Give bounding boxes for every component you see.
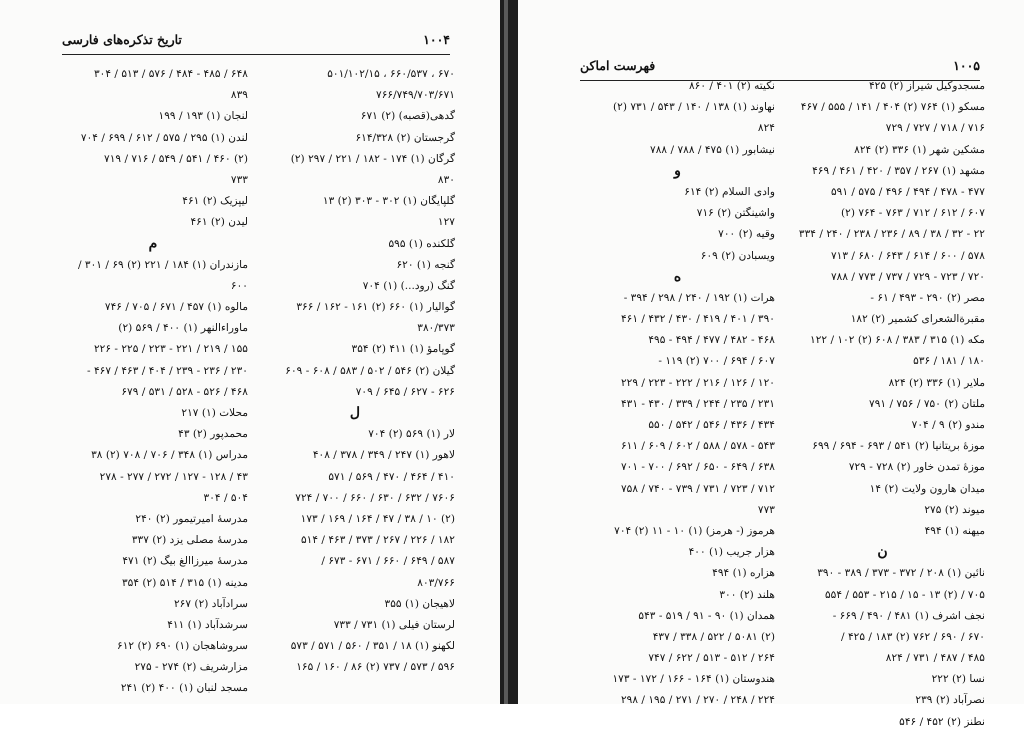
entry-continuation: ۳۹۰ / ۴۰۱ / ۴۱۹ / ۴۳۰ / ۴۳۲ / ۴۶۱ xyxy=(620,313,775,326)
index-entry: نکیته (۲) ۴۰۱ / ۸۶۰ xyxy=(688,80,775,92)
index-entry: مدرسهٔ میرزاالغ بیگ (۲) ۴۷۱ xyxy=(122,555,248,568)
section-letter: ه xyxy=(673,268,682,285)
entry-continuation: ۷۲۰ / ۷۲۳ - ۷۲۹ / ۷۳۷ / ۷۷۳ / ۷۸۸ xyxy=(830,270,985,283)
index-entry: ویسبادن (۲) ۶۰۹ xyxy=(700,249,775,262)
index-entry: مزارشریف (۲) ۲۷۴ - ۲۷۵ xyxy=(134,661,248,674)
page-title: تاریخ تذکره‌های فارسی xyxy=(62,32,182,47)
entry-continuation: ۶۳۸ / ۶۴۹ - ۶۵۰ / ۶۹۲ / ۷۰۰ - ۷۰۱ xyxy=(620,461,775,474)
index-entry: ملتان (۲) ۷۵۰ / ۷۵۶ / ۷۹۱ xyxy=(869,397,985,410)
entry-continuation: ۱۸۰ / ۱۸۱ / ۵۳۶ xyxy=(913,355,985,368)
page-number: ۱۰۰۵ xyxy=(953,58,980,73)
index-entry: نائین (۱) ۲۰۸ / ۳۷۲ - ۳۷۳ / ۳۸۹ - ۳۹۰ xyxy=(817,567,985,580)
entry-continuation: ۵۹۶ / ۵۷۳ / ۷۳۷ (۲) ۸۶ / ۱۶۰ / ۱۶۵ xyxy=(296,661,455,674)
index-entry: مسجدوکیل شیراز (۲) ۴۲۵ xyxy=(868,80,985,92)
entry-continuation: ۴۱۰ / ۴۶۴ / ۴۷۰ / ۵۶۹ / ۵۷۱ xyxy=(328,470,455,483)
index-entry: میدان هارون ولایت (۲) ۱۴ xyxy=(869,482,985,495)
index-entry: مدراس (۱) ۳۴۸ / ۷۰۶ / ۷۰۸ (۲) ۳۸ xyxy=(91,449,248,462)
index-entry: هرات (۱) ۱۹۲ / ۲۴۰ / ۲۹۸ / ۳۹۴ - xyxy=(623,291,775,304)
index-entry: سروشاهجان (۱) ۶۹۰ (۲) ۶۱۲ xyxy=(117,640,248,653)
entry-continuation: ۲۲ - ۳۲ / ۳۸ / ۸۹ / ۲۳۶ / ۲۳۸ / ۲۴۰ / ۳۳۴ xyxy=(798,228,985,241)
entry-continuation: ۴۷۷ - ۴۷۸ / ۴۹۴ / ۴۹۶ / ۵۷۵ / ۵۹۱ xyxy=(830,185,985,198)
index-column-left xyxy=(58,64,248,700)
index-entry: لار (۱) ۵۶۹ (۲) ۷۰۴ xyxy=(368,428,455,441)
index-entry: وادی السلام (۲) ۶۱۴ xyxy=(684,185,775,198)
index-entry: گلکنده (۱) ۵۹۵ xyxy=(388,237,455,250)
entry-continuation: ۷۶۶/۷۴۹/۷۰۳/۶۷۱ xyxy=(376,89,455,102)
entry-continuation: ۷۷۳ xyxy=(757,503,775,516)
index-entry: گنگ (رود...) (۱) ۷۰۴ xyxy=(362,279,455,292)
index-entry: مشکین شهر (۱) ۳۳۶ (۲) ۸۲۴ xyxy=(854,143,985,156)
index-entry: مسجد لنبان (۱) ۴۰۰ (۲) ۲۴۱ xyxy=(120,682,248,695)
index-entry: مدرسهٔ مصلی یزد (۲) ۳۳۷ xyxy=(131,534,248,547)
index-entry: لندن (۱) ۲۹۵ / ۵۷۵ / ۶۱۲ / ۶۹۹ / ۷۰۴ xyxy=(80,131,248,144)
index-entry: مقبرةالشعرای کشمیر (۲) ۱۸۲ xyxy=(850,313,985,326)
index-entry: هزار جریب (۱) ۴۰۰ xyxy=(688,546,775,559)
page-header xyxy=(580,58,980,73)
left-page xyxy=(0,0,500,704)
index-entry: لیدن (۲) ۴۶۱ xyxy=(190,216,248,229)
index-entry: مکه (۱) ۳۱۵ / ۳۸۳ / ۶۰۸ (۲) ۱۰۲ / ۱۲۲ xyxy=(810,334,985,347)
entry-continuation: ۲۶۴ / ۵۱۲ - ۵۱۳ / ۶۲۲ / ۷۴۷ xyxy=(648,652,775,665)
index-column-right xyxy=(255,64,455,678)
entry-continuation: ۷۱۲ / ۷۲۳ / ۷۳۱ / ۷۳۹ - ۷۴۰ / ۷۵۸ xyxy=(620,482,775,495)
entry-continuation: ۶۰۰ xyxy=(230,279,248,292)
entry-continuation: (۲) ۴۶۰ / ۵۴۱ / ۵۴۹ / ۷۱۶ / ۷۱۹ xyxy=(104,152,248,165)
index-entry: لرستان فیلی (۱) ۷۳۱ / ۷۳۳ xyxy=(333,618,455,631)
index-entry: نطنز (۲) ۴۵۲ / ۵۴۶ xyxy=(899,715,985,728)
index-entry: مدرسهٔ امیرتیمور (۲) ۲۴۰ xyxy=(135,512,248,525)
index-entry: هرموز (- هرمز) (۱) ۱۰ - ۱۱ (۲) ۷۰۴ xyxy=(614,524,775,537)
index-entry: میهنه (۱) ۴۹۴ xyxy=(924,524,985,537)
entry-continuation: ۴۶۸ - ۴۸۲ / ۴۷۷ / ۴۹۴ - ۴۹۵ xyxy=(648,334,775,347)
entry-continuation: ۱۲۷ xyxy=(437,216,455,229)
index-entry: نصرآباد (۲) ۲۳۹ xyxy=(915,694,985,707)
index-entry: سرشدآباد (۱) ۴۱۱ xyxy=(167,618,248,631)
index-entry: مسکو (۱) ۷۶۴ (۲) ۴۰۴ / ۱۴۱ / ۵۵۵ / ۴۶۷ xyxy=(800,101,985,114)
index-entry: نسا (۲) ۲۲۲ xyxy=(931,673,985,686)
entry-continuation: ۴۶۸ / ۵۲۶ - ۵۲۸ / ۵۳۱ / ۶۷۹ xyxy=(121,385,248,398)
entry-continuation: ۴۸۵ / ۴۸۷ / ۷۳۱ / ۸۲۴ xyxy=(885,652,985,665)
entry-continuation: ۸۲۴ xyxy=(757,122,775,135)
entry-continuation: ۸۰۳/۷۶۶ xyxy=(417,576,455,589)
index-entry: مصر (۲) ۲۹۰ - ۴۹۳ / ۶۱ - xyxy=(870,291,985,304)
index-entry: مدینه (۱) ۳۱۵ / ۵۱۴ (۲) ۳۵۴ xyxy=(121,576,248,589)
entry-continuation: ۶۰۷ / ۶۹۴ / ۷۰۰ (۲) ۱۱۹ - xyxy=(658,355,775,368)
index-entry: نجف اشرف (۱) ۴۸۱ / ۴۹۰ / ۶۶۹ - xyxy=(832,609,985,622)
entry-continuation: ۵۸۷ / ۶۴۹ / ۶۶۰ / ۶۷۱ - ۶۷۳ / xyxy=(321,555,455,568)
index-entry: گرجستان (۲) ۶۱۴/۳۲۸ xyxy=(355,131,455,144)
index-entry: مشهد (۱) ۲۶۷ / ۳۵۷ / ۴۲۰ / ۴۶۱ / ۴۶۹ xyxy=(812,164,985,177)
entry-continuation: (۲) ۱۰ / ۳۸ / ۴۷ / ۱۶۴ / ۱۶۹ / ۱۷۳ xyxy=(300,512,455,525)
index-entry: لاهور (۱) ۲۴۷ / ۳۴۹ / ۳۷۸ / ۴۰۸ xyxy=(312,449,455,462)
index-entry: مندو (۲) ۹ / ۷۰۴ xyxy=(911,419,985,431)
index-entry: میوند (۲) ۲۷۵ xyxy=(924,503,985,516)
index-entry: گوپامؤ (۱) ۴۱۱ (۲) ۳۵۴ xyxy=(351,343,455,356)
book-spine xyxy=(500,0,518,704)
entry-continuation: ۷۶۰۶ / ۶۳۲ / ۶۳۰ / ۶۶۰ / ۷۰۰ / ۷۲۴ xyxy=(295,491,455,504)
index-entry: محمدپور (۲) ۴۳ xyxy=(178,428,248,441)
index-entry: سرادآباد (۲) ۲۶۷ xyxy=(173,597,248,610)
index-entry: هزاره (۱) ۴۹۴ xyxy=(712,567,775,580)
entry-continuation: ۶۰۷ / ۶۱۲ / ۷۱۲ / ۷۶۳ - ۷۶۴ (۲) xyxy=(840,207,985,220)
entry-continuation: ۵۴۳ - ۵۷۸ / ۵۸۸ / ۶۰۲ / ۶۰۹ / ۶۱۱ xyxy=(620,440,775,453)
entry-continuation: ۳۸۰/۳۷۳ xyxy=(417,322,455,335)
entry-continuation: ۸۳۰ xyxy=(437,173,455,186)
entry-continuation: ۶۴۸ / ۴۸۵ - ۴۸۴ / ۵۷۶ / ۵۱۳ / ۳۰۴ xyxy=(93,68,248,80)
entry-continuation: ۲۳۰ / ۲۳۶ - ۲۳۹ / ۴۰۴ / ۴۶۳ / ۴۶۷ - xyxy=(87,364,248,377)
index-entry: مالوه (۱) ۴۵۷ / ۶۷۱ / ۷۰۵ / ۷۴۶ xyxy=(104,301,248,314)
page-header xyxy=(62,32,450,47)
index-entry: لنجان (۱) ۱۹۳ / ۱۹۹ xyxy=(158,110,248,123)
entry-continuation: ۱۵۵ / ۲۱۹ / ۲۲۱ - ۲۲۳ / ۲۲۵ - ۲۲۶ xyxy=(93,343,248,356)
index-entry: گیلان (۲) ۵۴۶ / ۵۰۲ / ۵۸۳ / ۶۰۸ - ۶۰۹ xyxy=(285,364,455,377)
entry-continuation: ۸۳۹ xyxy=(230,89,248,102)
index-entry: ملایر (۱) ۳۳۶ (۲) ۸۲۴ xyxy=(888,376,985,389)
index-entry: همدان (۱) ۹۰ - ۹۱ / ۵۱۹ - ۵۴۳ xyxy=(638,609,775,622)
entry-continuation: ۶۷۰ / ۶۹۰ / ۷۶۲ (۲) ۱۸۳ / ۴۲۵ / xyxy=(841,630,985,643)
index-entry: واشینگتن (۲) ۷۱۶ xyxy=(696,207,775,220)
entry-continuation: ۷۳۳ xyxy=(230,173,248,186)
entry-continuation: ۲۳۱ / ۲۳۵ / ۲۴۴ / ۳۳۹ / ۴۳۰ - ۴۳۱ xyxy=(620,397,775,410)
entry-continuation: ۶۷۰ ، ۶۶۰/۵۳۷ ، ۵۰۱/۱۰۲/۱۵ xyxy=(327,68,455,80)
entry-continuation: ۵۷۸ / ۶۰۰ / ۶۱۴ / ۶۴۳ / ۶۸۰ / ۷۱۳ xyxy=(830,249,985,262)
index-entry: موزهٔ بریتانیا (۲) ۵۴۱ / ۶۹۳ - ۶۹۴ / ۶۹۹ xyxy=(812,440,985,453)
index-entry: هندوستان (۱) ۱۶۴ - ۱۶۶ / ۱۷۲ - ۱۷۳ xyxy=(612,673,775,686)
index-entry: لکهنو (۱) ۱۸ / ۳۵۱ / ۵۶۰ / ۵۷۱ / ۵۷۳ xyxy=(290,640,455,653)
page-number: ۱۰۰۴ xyxy=(423,32,450,47)
entry-continuation: ۲۲۴ / ۲۴۸ / ۲۷۰ / ۲۷۱ / ۱۹۵ / ۲۹۸ xyxy=(620,694,775,707)
entry-continuation: ۵۰۴ / ۳۰۴ xyxy=(203,491,248,504)
index-entry: مازندران (۱) ۱۸۴ / ۲۲۱ (۲) ۶۹ / ۳۰۱ / xyxy=(77,258,248,271)
section-letter: ن xyxy=(877,544,888,561)
index-entry: گرگان (۱) ۱۷۴ - ۱۸۲ / ۲۲۱ / ۲۹۷ (۲) xyxy=(290,152,455,165)
index-column-left xyxy=(580,76,775,712)
entry-continuation: ۶۲۶ - ۶۲۷ / ۶۴۵ / ۷۰۹ xyxy=(355,385,455,398)
entry-continuation: ۱۲۰ / ۱۲۶ / ۲۱۶ / ۲۲۲ - ۲۲۳ / ۲۲۹ xyxy=(620,376,775,389)
index-entry: نیشابور (۱) ۴۷۵ / ۷۸۸ / ۷۸۸ xyxy=(650,143,775,156)
index-entry: ماوراءالنهر (۱) ۴۰۰ / ۵۶۹ (۲) xyxy=(118,322,248,335)
index-entry: موزهٔ تمدن خاور (۲) ۷۲۸ - ۷۲۹ xyxy=(848,461,985,474)
section-letter: و xyxy=(674,162,681,179)
entry-continuation: ۷۰۵ / (۲) ۱۳ - ۱۵ / ۲۱۵ - ۵۵۳ / ۵۵۴ xyxy=(824,588,985,601)
right-page xyxy=(518,0,1024,728)
section-letter: م xyxy=(148,235,158,252)
page-title: فهرست اماکن xyxy=(580,58,656,73)
index-entry: گنجه (۱) ۶۲۰ xyxy=(396,258,455,271)
entry-continuation: ۷۱۶ / ۷۱۸ / ۷۲۷ / ۷۲۹ xyxy=(885,122,985,135)
index-column-right xyxy=(780,76,985,733)
index-entry: گلپایگان (۱) ۳۰۲ - ۳۰۳ (۲) ۱۳ xyxy=(322,195,455,208)
index-entry: گدهی(قصبه) (۲) ۶۷۱ xyxy=(360,110,455,123)
index-entry: لیپزیک (۲) ۴۶۱ xyxy=(182,195,248,208)
index-entry: لاهیجان (۱) ۳۵۵ xyxy=(384,597,455,610)
entry-continuation: ۴۳ / ۱۲۸ - ۱۲۷ / ۲۷۲ / ۲۷۷ - ۲۷۸ xyxy=(99,470,248,483)
index-entry: نهاوند (۱) ۱۳۸ / ۱۴۰ / ۵۴۳ / ۷۳۱ (۲) xyxy=(612,101,775,114)
index-entry: وقیه (۲) ۷۰۰ xyxy=(718,228,775,241)
header-rule xyxy=(62,54,450,55)
index-entry: گوالیار (۱) ۶۶۰ (۲) ۱۶۱ - ۱۶۲ / ۳۶۶ xyxy=(296,301,455,314)
entry-continuation: (۲) ۵۰۸۱ / ۵۲۲ / ۳۳۸ / ۴۳۷ xyxy=(652,630,775,643)
entry-continuation: ۴۳۴ / ۴۳۶ / ۵۴۶ / ۵۴۲ / ۵۵۰ xyxy=(648,419,775,431)
section-letter: ل xyxy=(349,405,361,421)
index-entry: هلند (۲) ۳۰۰ xyxy=(719,588,775,601)
entry-continuation: ۱۸۲ / ۲۲۶ / ۲۶۷ / ۳۷۳ / ۴۶۳ / ۵۱۴ xyxy=(300,534,455,547)
index-entry: محلات (۱) ۲۱۷ xyxy=(181,407,248,419)
